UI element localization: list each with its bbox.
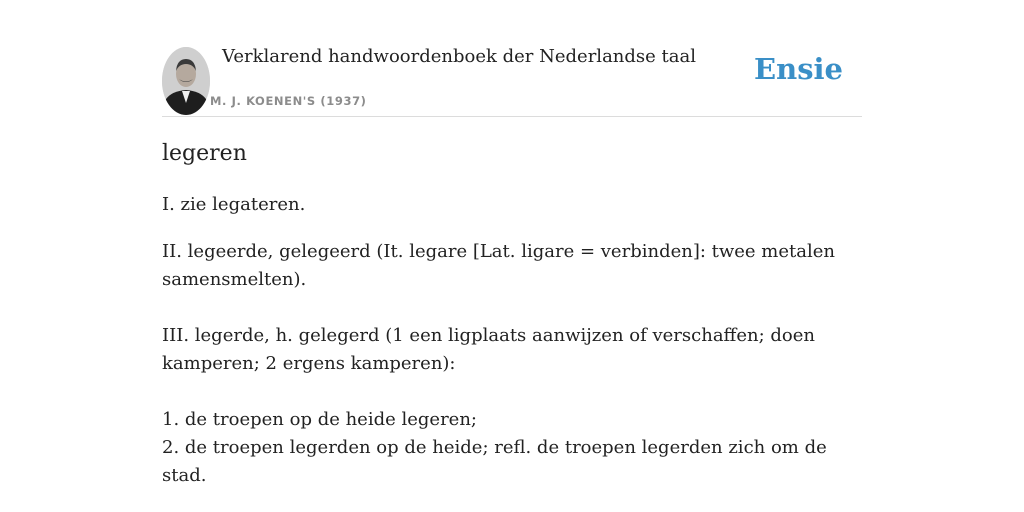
sense-3: III. legerde, h. gelegerd (1 een ligplaats aanwijzen of verschaffen; doen kamperen; 2 ergens kamperen): bbox=[162, 325, 815, 374]
page bbox=[162, 0, 862, 512]
author-line: M. J. KOENEN'S (1937) bbox=[210, 94, 367, 108]
dictionary-entry bbox=[162, 139, 862, 490]
example-1: 1. de troepen op de heide legeren; bbox=[162, 409, 477, 430]
example-2: 2. de troepen legerden op de heide; refl. de troepen legerden zich om de stad. bbox=[162, 437, 827, 486]
portrait-icon bbox=[162, 47, 210, 115]
sense-1: I. zie legateren. bbox=[162, 194, 306, 215]
brand-logo-link[interactable]: Ensie bbox=[754, 52, 843, 86]
book-title: Verklarend handwoordenboek der Nederlandse taal bbox=[222, 46, 696, 67]
headword: legeren bbox=[162, 141, 247, 166]
sense-2: II. legeerde, gelegeerd (It. legare [Lat. ligare = verbinden]: twee metalen samensmelten). bbox=[162, 241, 835, 290]
header bbox=[162, 0, 862, 117]
author-portrait bbox=[162, 47, 210, 115]
